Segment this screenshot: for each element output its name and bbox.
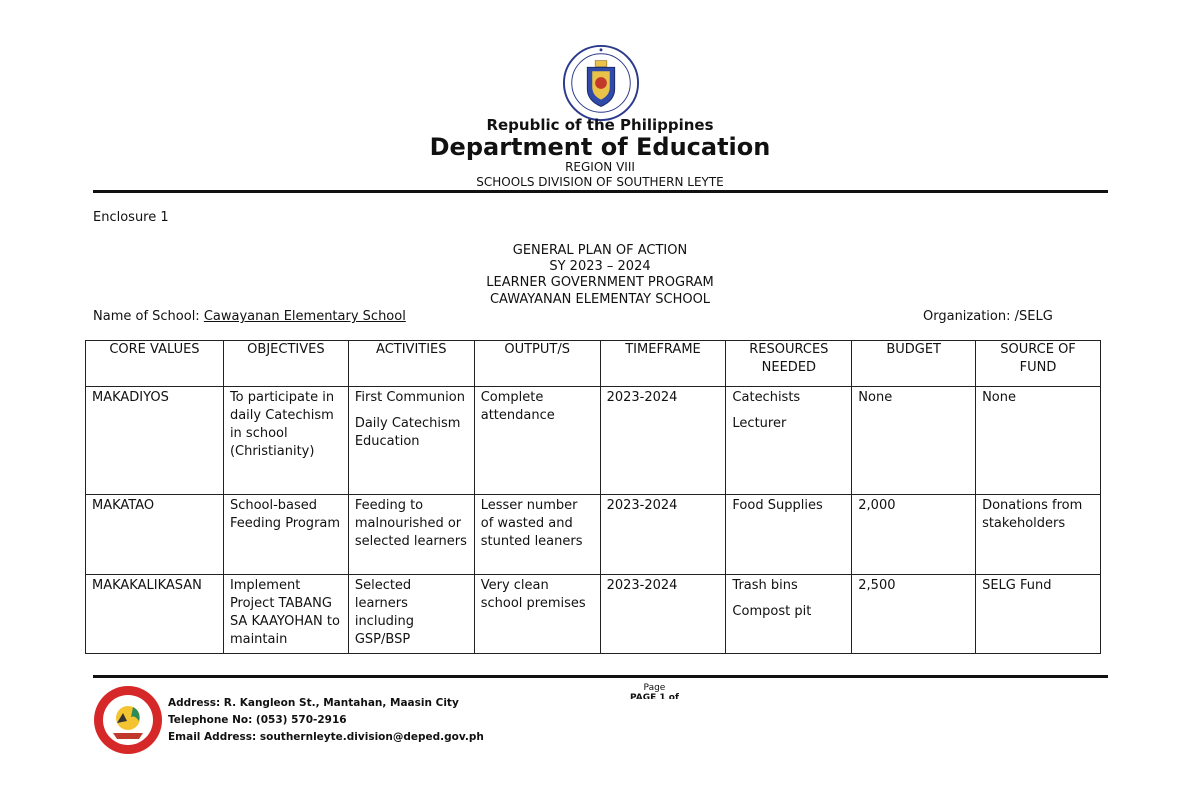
resource-item: Trash bins (732, 578, 798, 593)
column-header: SOURCE OF FUND (976, 341, 1101, 387)
school-name-value: Cawayanan Elementary School (203, 309, 406, 324)
timeframe-cell: 2023-2024 (600, 495, 726, 575)
footer-contact (168, 695, 484, 746)
activities-cell: Selected learners including GSP/BSP (348, 575, 474, 654)
organization-label: Organization: /SELG (923, 309, 1053, 324)
timeframe-cell: 2023-2024 (600, 387, 726, 495)
activity-item: Daily Catechism Education (354, 416, 461, 449)
page-indicator (630, 683, 679, 699)
header-divider (93, 190, 1108, 193)
resource-item: Catechists (732, 390, 801, 405)
region-label: REGION VIII (565, 160, 635, 174)
column-header: TIMEFRAME (600, 341, 726, 387)
deped-seal-icon (562, 44, 640, 122)
page-number: PAGE 1 of (630, 693, 679, 699)
column-header: ACTIVITIES (348, 341, 474, 387)
department-title: Department of Education (429, 133, 771, 161)
output-cell: Very clean school premises (474, 575, 600, 654)
resource-item: Lecturer (732, 416, 787, 431)
school-name-label: Name of School: (93, 309, 204, 324)
fund-source-cell: SELG Fund (976, 575, 1101, 654)
enclosure-label: Enclosure 1 (93, 210, 169, 225)
activities-cell: Feeding to malnourished or selected learners (348, 495, 474, 575)
fund-source-cell: Donations from stakeholders (976, 495, 1101, 575)
core-value-cell: MAKADIYOS (86, 387, 224, 495)
table-row (86, 495, 1101, 575)
footer-divider (93, 675, 1108, 678)
column-header: RESOURCES NEEDED (726, 341, 852, 387)
output-cell: Lesser number of wasted and stunted leaners (474, 495, 600, 575)
resources-cell (726, 387, 852, 495)
plan-of-action-table (85, 340, 1101, 654)
school-year: SY 2023 – 2024 (549, 259, 651, 274)
table-header-row (86, 341, 1101, 387)
table-row (86, 575, 1101, 654)
resources-cell: Food Supplies (726, 495, 852, 575)
budget-cell: 2,500 (852, 575, 976, 654)
program-title: LEARNER GOVERNMENT PROGRAM (486, 275, 714, 290)
footer-telephone: Telephone No: (053) 570-2916 (168, 714, 347, 726)
plan-title: GENERAL PLAN OF ACTION (512, 243, 688, 258)
page-label: Page (643, 683, 666, 693)
activity-item: First Communion (354, 390, 465, 405)
timeframe-cell: 2023-2024 (600, 575, 726, 654)
fund-source-cell: None (976, 387, 1101, 495)
division-logo-icon (93, 685, 163, 755)
objectives-cell: To participate in daily Catechism in school (Christianity) (223, 387, 348, 495)
output-cell: Complete attendance (474, 387, 600, 495)
column-header: OBJECTIVES (223, 341, 348, 387)
column-header: BUDGET (852, 341, 976, 387)
footer-email: Email Address: southernleyte.division@deped.gov.ph (168, 731, 484, 743)
column-header: OUTPUT/S (474, 341, 600, 387)
school-heading: CAWAYANAN ELEMENTAY SCHOOL (489, 292, 711, 307)
core-value-cell: MAKATAO (86, 495, 224, 575)
column-header: CORE VALUES (86, 341, 224, 387)
footer-address: Address: R. Kangleon St., Mantahan, Maasin City (168, 697, 459, 709)
division-label: SCHOOLS DIVISION OF SOUTHERN LEYTE (476, 175, 724, 189)
resource-item: Compost pit (732, 604, 812, 619)
core-value-cell: MAKAKALIKASAN (86, 575, 224, 654)
republic-title: Republic of the Philippines (486, 116, 714, 134)
table-row (86, 387, 1101, 495)
objectives-cell: Implement Project TABANG SA KAAYOHAN to maintain (223, 575, 348, 654)
resources-cell (726, 575, 852, 654)
budget-cell: None (852, 387, 976, 495)
school-name-line (93, 309, 406, 324)
objectives-cell: School-based Feeding Program (223, 495, 348, 575)
activities-cell (348, 387, 474, 495)
budget-cell: 2,000 (852, 495, 976, 575)
